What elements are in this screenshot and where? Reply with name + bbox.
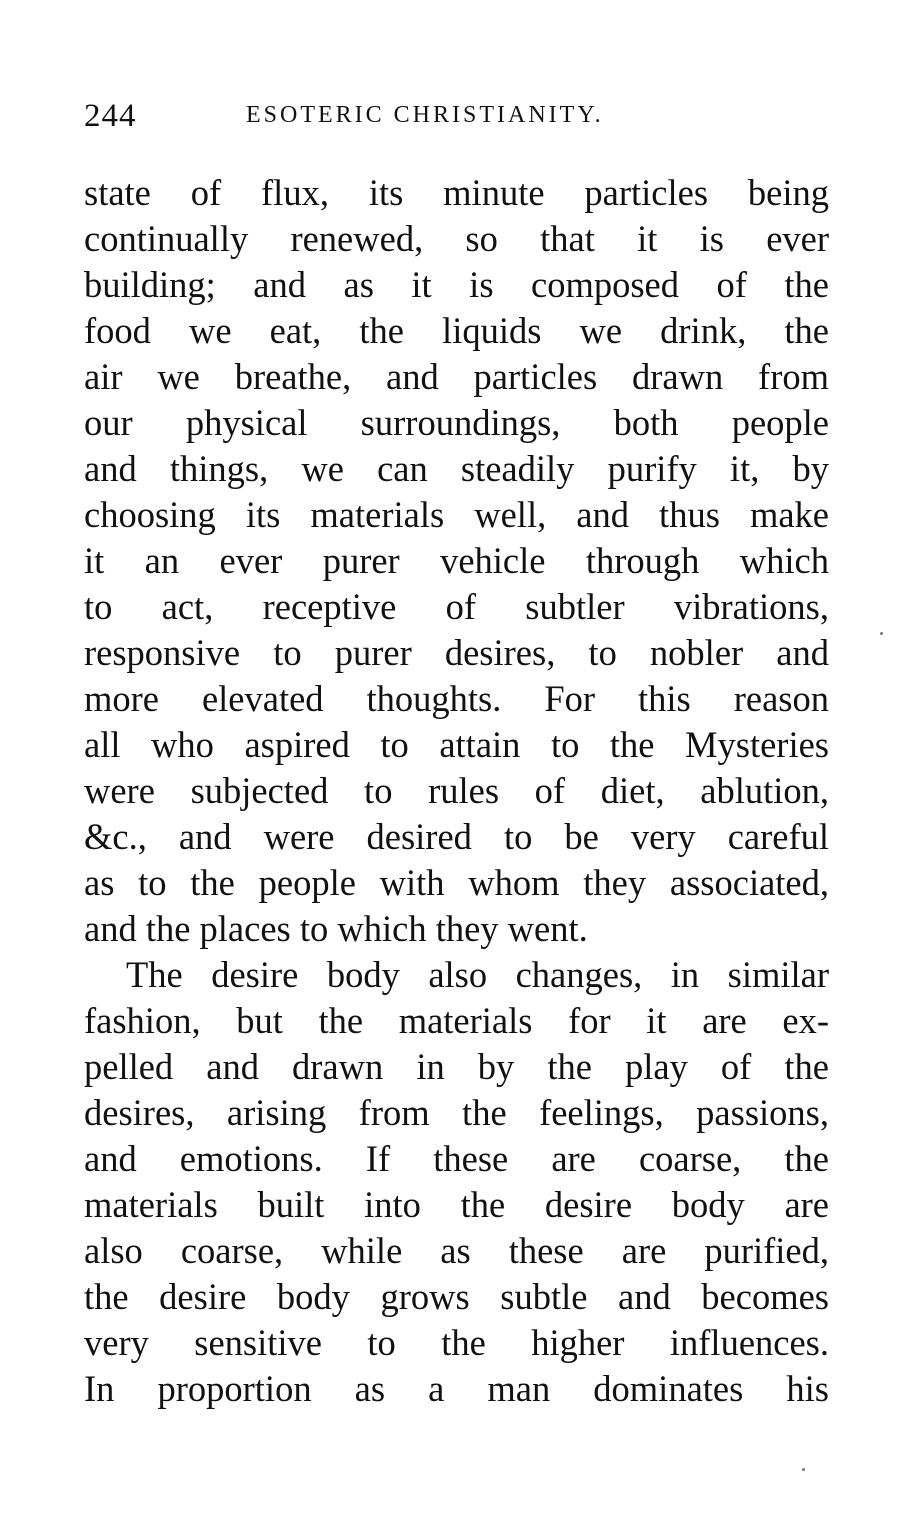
text-line: and emotions. If these are coarse, the xyxy=(84,1138,829,1179)
text-line: as to the people with whom they associated, xyxy=(84,862,829,903)
text-line: and things, we can steadily purify it, by xyxy=(84,448,829,489)
text-line: it an ever purer vehicle through which xyxy=(84,540,829,581)
text-line: more elevated thoughts. For this reason xyxy=(84,678,829,719)
text-line: air we breathe, and particles drawn from xyxy=(84,356,829,397)
text-line: very sensitive to the higher influences. xyxy=(84,1322,829,1363)
text-line: our physical surroundings, both people xyxy=(84,402,829,443)
text-line: responsive to purer desires, to nobler and xyxy=(84,632,829,673)
page-number: 244 xyxy=(84,98,137,134)
text-line: all who aspired to attain to the Mysteries xyxy=(84,724,829,765)
text-line: building; and as it is composed of the xyxy=(84,264,829,305)
text-line: In proportion as a man dominates his xyxy=(84,1368,829,1409)
print-speck xyxy=(880,632,883,635)
text-line: &c., and were desired to be very careful xyxy=(84,816,829,857)
text-line: materials built into the desire body are xyxy=(84,1184,829,1225)
paragraph-2 xyxy=(84,952,829,1412)
text-line: the desire body grows subtle and becomes xyxy=(84,1276,829,1317)
page-header xyxy=(84,98,834,138)
text-line: fashion, but the materials for it are ex- xyxy=(84,1000,829,1041)
text-line: were subjected to rules of diet, ablution, xyxy=(84,770,829,811)
text-line: continually renewed, so that it is ever xyxy=(84,218,829,259)
print-speck xyxy=(802,1468,805,1471)
text-line: food we eat, the liquids we drink, the xyxy=(84,310,829,351)
text-line: desires, arising from the feelings, passions, xyxy=(84,1092,829,1133)
paragraph-1 xyxy=(84,170,829,952)
text-line: pelled and drawn in by the play of the xyxy=(84,1046,829,1087)
text-line: also coarse, while as these are purified, xyxy=(84,1230,829,1271)
running-head: ESOTERIC CHRISTIANITY. xyxy=(246,102,604,128)
text-line: to act, receptive of subtler vibrations, xyxy=(84,586,829,627)
text-line: choosing its materials well, and thus make xyxy=(84,494,829,535)
text-line: and the places to which they went. xyxy=(84,908,588,949)
body-text xyxy=(84,170,829,1412)
text-line: state of flux, its minute particles being xyxy=(84,172,829,213)
text-line: The desire body also changes, in similar xyxy=(126,954,829,995)
